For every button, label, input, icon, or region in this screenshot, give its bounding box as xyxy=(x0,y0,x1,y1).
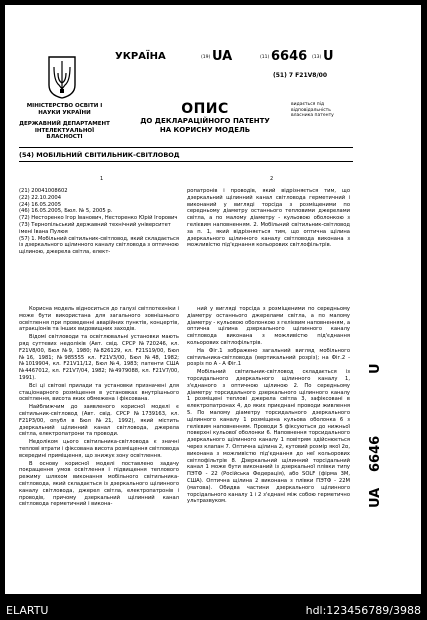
meta-line: (57) 1. Мобільний світильник-світловод, який складається із дзеркального щілинного каналу світловода з оптичною щілиною, джерела світла, елект- xyxy=(19,235,179,256)
ministry-name: МІНІСТЕРСТВО ОСВІТИ І НАУКИ УКРАЇНИ xyxy=(26,103,103,116)
paragraph: На Фіг.1 зображено загальний вигляд мобільного світильника-світловода (вертикальний розріз); на Фіг.2 - розріз по А - А Фіг.1 xyxy=(187,347,350,368)
paragraph: Корисна модель відноситься до галузі світлотехніки і може бути використана для загального зовнішнього освітлення при проведенні аварійних пунктів, концертів, атракціонів та інших видовищних заходів. xyxy=(19,306,179,333)
paragraph: ний у вигляді торсіда з розміщеними по середньому діаметру останнього джерелами світла, а по малому діаметру - кульовою оболонкою з гелієвим наповненням, а оптична щілина дзеркального щілинного каналу світловода виконана з можливістю під'єднання кольорових світлофільтрів. xyxy=(187,306,350,346)
side-ua: UA xyxy=(368,487,383,508)
bibliographic-data xyxy=(19,188,179,256)
paragraph: В основу корисної моделі поставлено задачу покращення умов освітлення і підвищення теплового режиму шляхом виконання мобільного світильника-світловода, який складається із дзеркального щілинного каналу світловода, джерел світла, електропатронів і проводів, причому дзеркальний щілинний канал світловода герметичний і викона- xyxy=(19,460,179,508)
meta-line: (24) 16.05.2005 xyxy=(19,201,61,208)
document-title xyxy=(125,101,285,135)
status-bar xyxy=(0,600,427,620)
invention-title: (54) МОБІЛЬНИЙ СВІТИЛЬНИК-СВІТЛОВОД xyxy=(19,151,180,159)
meta-line: (21) 20041008602 xyxy=(19,188,68,194)
inid-11: (11) xyxy=(260,55,270,60)
divider xyxy=(19,147,353,148)
description-left-column xyxy=(19,306,179,509)
title-sub-1: ДО ДЕКЛАРАЦІЙНОГО ПАТЕНТУ xyxy=(140,117,270,125)
paragraph: Відомі світловоди та освітлювальні установки мають ряд суттєвих недоліків (Авт. свід. СРСР №720246, кл. F21V8/00, Бюл №9, 1980; №826129, кл. F21S19/00, Бюл №16, 1981; №985555 кл. F21V3/00, Бюл №48, 1982; №1019904, кл. F21V11/12, Бюл №4, 1983; патенти США №4467012, кл. F21V7/04, 1982; №4979088, кл. F21V7/00, 1991). xyxy=(19,334,179,381)
description-right-column xyxy=(187,306,350,506)
country-name: УКРАЇНА xyxy=(115,51,166,62)
paragraph: Мобільний світильник-світловод складається із торсидального дзеркального щілинного каналу 1, з'єднаного з оптичною щілиною 2. По середньому діаметру торсидального дзеркального щілинного каналу 1 розміщені теплові джерела світла 3, зафіксовані в електропатронах 4, до яких приєднані проводи живлення 5. По малому діаметру торсидального дзеркального щілинного каналу 1 розміщена кульова оболонка 6 з гелієвим наповненням. Проводи 5 фіксуються до нижньої поверхні кульової оболонки 6. Наповнення торсидального дзеркального щілинного каналу 1 повітрям здійснюється через клапан 7. Оптична щілина 2, кутовий розмір якої 2α, виконана з можливістю під'єднання до неї кольорових світлофільтрів 8. Дзеркальний щілинний торсідальний канал 1 може бути виконаний із дзеркальної плівки типу ПЭТФ - 22 (Російська Федерація), або SOLF (фірма 3M, США). Оптична щілина 2 виконана з плівки ПЭТФ - 22М (матова). Обидва частини дзеркального щілинного торсідального каналу 1 і 2 з'єднані між собою герметично ультразвуком. xyxy=(187,369,350,505)
status-left-text: ELARTU xyxy=(6,604,49,617)
column-number-right: 2 xyxy=(270,176,274,182)
patent-number: 6646 xyxy=(271,49,308,64)
meta-line: (46) 16.05.2005, Бюл. № 5, 2005 р. xyxy=(19,208,113,215)
inid-19: (19) xyxy=(201,55,211,60)
title-main: ОПИС xyxy=(181,101,229,117)
inid-13: (13) xyxy=(312,55,322,60)
side-kind: U xyxy=(368,363,383,374)
department-name: ДЕРЖАВНИЙ ДЕПАРТАМЕНТ ІНТЕЛЕКТУАЛЬНОЇ ВЛАСНОСТІ xyxy=(19,121,110,140)
handle-link[interactable]: hdl:123456789/3988 xyxy=(305,604,421,617)
side-number: 6646 xyxy=(368,435,383,472)
meta-line: (22) 22.10.2004 xyxy=(19,194,61,201)
meta-line: (72) Несторенко Ігор Іванович, Несторенко Юрій Ігорович xyxy=(19,215,178,222)
paragraph: Недоліком цього світильника-світловода є значні теплові втрати і фіксована висота розміщення світловода всередині приміщення, що знижує зону освітлення. xyxy=(19,439,179,459)
trident-emblem-icon xyxy=(47,55,77,99)
document-page xyxy=(5,5,421,594)
claims-text: ропатронів і проводів, який відрізняється тим, що дзеркальний щілинний канал світловода герметичний і виконаний у вигляді торсіда з розміщеними по середньому діаметру останнього тепловими джерелами світла, а по малому діаметру - кульовою оболонкою з гелієвим наповненням. 2. Мобільний світильник-світловод за п. 1, який відрізняється тим, що оптична щілина дзеркального щілинного каналу світловода виконана з можливістю під'єднання кольорових світлофільтрів. xyxy=(187,188,350,249)
issued-note: видається під відповідальність власника патенту xyxy=(291,102,334,118)
divider xyxy=(19,161,353,162)
paragraph: Найближчим до заявленого корисної моделі є світильник-світловод (Авт. свід. СРСР №1739163, кл. F21P3/00, опубл в Бюл №21, 1992), який містить дзеркальний щілинний канал світловода, джерела світла, електропатрони та проводи. xyxy=(19,404,179,438)
title-sub-2: НА КОРИСНУ МОДЕЛЬ xyxy=(159,126,251,134)
paragraph: Всі ці світові прилади та установки призначені для стаціонарного розміщення в установках внутрішнього освітлення, висота яких обмежена і фіксована. xyxy=(19,382,179,403)
ipc-classification: (51) 7 F21V8/00 xyxy=(273,72,327,79)
country-code: UA xyxy=(212,49,233,64)
document-kind: U xyxy=(323,49,334,64)
column-number-left: 1 xyxy=(100,176,104,182)
meta-line: (73) Тернопільський державний технічний університет імені Івана Пулюя xyxy=(19,221,171,235)
side-patent-label xyxy=(357,360,387,510)
